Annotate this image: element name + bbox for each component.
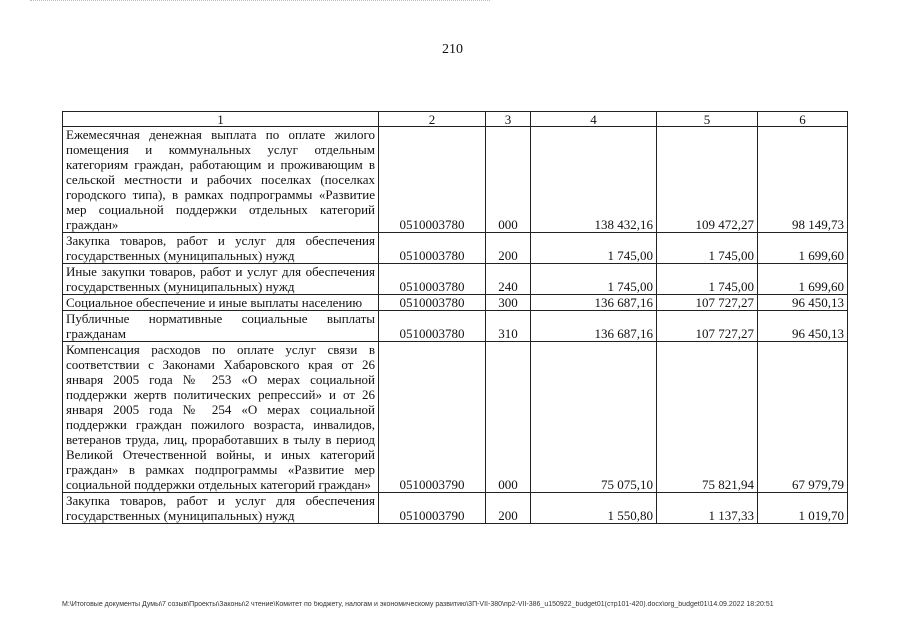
amount-col-5: 75 821,94	[657, 342, 758, 493]
row-description: Закупка товаров, работ и услуг для обеспечения государственных (муниципальных) нужд	[63, 233, 379, 264]
amount-col-6: 98 149,73	[758, 127, 848, 233]
amount-col-5: 107 727,27	[657, 311, 758, 342]
target-article-code: 0510003780	[379, 295, 486, 311]
column-header: 3	[486, 112, 531, 127]
amount-col-4: 75 075,10	[531, 342, 657, 493]
amount-col-6: 96 450,13	[758, 311, 848, 342]
row-description: Публичные нормативные социальные выплаты гражданам	[63, 311, 379, 342]
amount-col-5: 107 727,27	[657, 295, 758, 311]
expense-type-code: 200	[486, 493, 531, 524]
row-description: Ежемесячная денежная выплата по оплате жилого помещения и коммунальных услуг отдельным категориям граждан, работающим и проживающим в сельской местности и рабочих поселках (поселках городского типа), в рамках подпрограммы «Развитие мер социальной поддержки отдельных категорий граждан»	[63, 127, 379, 233]
column-header: 5	[657, 112, 758, 127]
amount-col-5: 1 137,33	[657, 493, 758, 524]
table-row	[63, 311, 848, 342]
amount-col-4: 138 432,16	[531, 127, 657, 233]
table-row	[63, 295, 848, 311]
column-header: 6	[758, 112, 848, 127]
table-header-row	[63, 112, 848, 127]
document-file-path-footer: M:\Итоговые документы Думы\7 созыв\Проекты\Законы\2 чтение\Комитет по бюджету, налогам и экономическому развитию\3П-VII-380\пр2-VII-386_u150922_budget01(стр101-420).docx\org_budget01\14.09.2022 18:20:51	[62, 601, 774, 608]
expense-type-code: 200	[486, 233, 531, 264]
amount-col-6: 1 699,60	[758, 233, 848, 264]
row-description: Закупка товаров, работ и услуг для обеспечения государственных (муниципальных) нужд	[63, 493, 379, 524]
amount-col-5: 1 745,00	[657, 233, 758, 264]
amount-col-4: 136 687,16	[531, 311, 657, 342]
budget-table	[62, 111, 848, 524]
expense-type-code: 000	[486, 342, 531, 493]
amount-col-4: 136 687,16	[531, 295, 657, 311]
target-article-code: 0510003780	[379, 311, 486, 342]
top-header-line	[30, 0, 490, 4]
amount-col-4: 1 550,80	[531, 493, 657, 524]
target-article-code: 0510003780	[379, 127, 486, 233]
amount-col-4: 1 745,00	[531, 233, 657, 264]
column-header: 1	[63, 112, 379, 127]
page-number: 210	[442, 42, 463, 57]
table-row	[63, 127, 848, 233]
target-article-code: 0510003780	[379, 264, 486, 295]
expense-type-code: 310	[486, 311, 531, 342]
row-description: Иные закупки товаров, работ и услуг для обеспечения государственных (муниципальных) нужд	[63, 264, 379, 295]
amount-col-5: 1 745,00	[657, 264, 758, 295]
table-row	[63, 342, 848, 493]
amount-col-6: 96 450,13	[758, 295, 848, 311]
row-description: Компенсация расходов по оплате услуг связи в соответствии с Законами Хабаровского края от 26 января 2005 года № 253 «О мерах социальной поддержки жертв политических репрессий» и от 26 января 2005 года № 254 «О мерах социальной поддержки граждан пожилого возраста, инвалидов, ветеранов труда, лиц, проработавших в тылу в период Великой Отечественной войны, и иных категорий граждан» в рамках подпрограммы «Развитие мер социальной поддержки отдельных категорий граждан»	[63, 342, 379, 493]
row-description: Социальное обеспечение и иные выплаты населению	[63, 295, 379, 311]
amount-col-4: 1 745,00	[531, 264, 657, 295]
expense-type-code: 000	[486, 127, 531, 233]
amount-col-6: 1 699,60	[758, 264, 848, 295]
table-row	[63, 493, 848, 524]
expense-type-code: 300	[486, 295, 531, 311]
column-header: 2	[379, 112, 486, 127]
target-article-code: 0510003790	[379, 342, 486, 493]
target-article-code: 0510003790	[379, 493, 486, 524]
column-header: 4	[531, 112, 657, 127]
target-article-code: 0510003780	[379, 233, 486, 264]
amount-col-5: 109 472,27	[657, 127, 758, 233]
amount-col-6: 67 979,79	[758, 342, 848, 493]
expense-type-code: 240	[486, 264, 531, 295]
table-row	[63, 233, 848, 264]
table-row	[63, 264, 848, 295]
amount-col-6: 1 019,70	[758, 493, 848, 524]
